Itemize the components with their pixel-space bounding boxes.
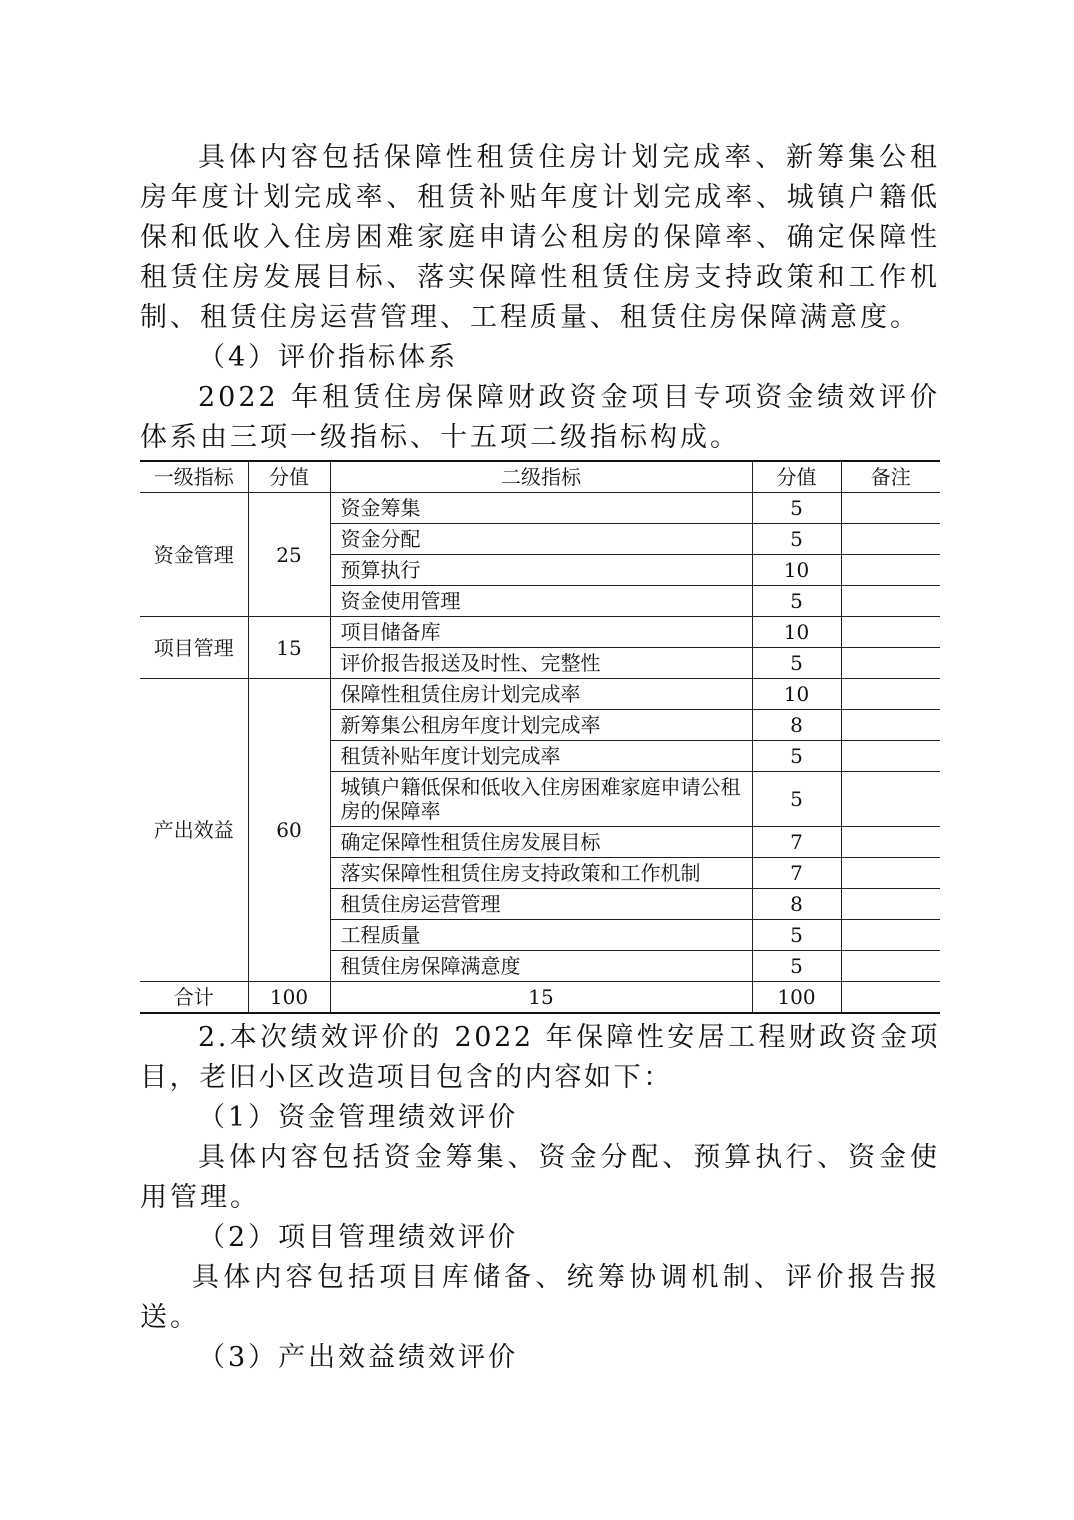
item-score: 10: [752, 555, 841, 586]
group-name: 项目管理: [140, 617, 248, 679]
item-score: 5: [752, 648, 841, 679]
header-score-2: 分值: [752, 461, 841, 493]
item-name: 租赁补贴年度计划完成率: [330, 741, 752, 772]
header-level1: 一级指标: [140, 461, 248, 493]
total-score-2: 100: [752, 982, 841, 1014]
item-score: 5: [752, 586, 841, 617]
item-score: 8: [752, 889, 841, 920]
section-2: [140, 1018, 940, 1378]
item-remark: [841, 920, 940, 951]
section2-heading-1: （1）资金管理绩效评价: [198, 1102, 519, 1133]
header-level2: 二级指标: [330, 461, 752, 493]
total-label: 合计: [140, 982, 248, 1014]
table-header-row: [140, 461, 940, 493]
total-remark: [841, 982, 940, 1014]
total-score: 100: [248, 982, 330, 1014]
group-score: 60: [248, 679, 330, 982]
item-name: 租赁住房保障满意度: [330, 951, 752, 982]
item-score: 7: [752, 827, 841, 858]
intro-paragraph-2: 2022 年租赁住房保障财政资金项目专项资金绩效评价体系由三项一级指标、十五项二级指标构成。: [140, 382, 940, 453]
item-remark: [841, 858, 940, 889]
item-remark: [841, 679, 940, 710]
item-score: 7: [752, 858, 841, 889]
group-score: 25: [248, 493, 330, 617]
item-score: 5: [752, 772, 841, 827]
item-remark: [841, 586, 940, 617]
section2-heading-3: （3）产出效益绩效评价: [198, 1342, 519, 1373]
item-remark: [841, 772, 940, 827]
item-remark: [841, 524, 940, 555]
item-name: 资金分配: [330, 524, 752, 555]
section2-heading-2: （2）项目管理绩效评价: [198, 1222, 519, 1253]
item-remark: [841, 741, 940, 772]
item-remark: [841, 493, 940, 524]
group-name: 产出效益: [140, 679, 248, 982]
item-remark: [841, 951, 940, 982]
item-score: 5: [752, 524, 841, 555]
item-score: 8: [752, 710, 841, 741]
item-remark: [841, 710, 940, 741]
header-score: 分值: [248, 461, 330, 493]
item-remark: [841, 648, 940, 679]
item-remark: [841, 889, 940, 920]
item-score: 5: [752, 493, 841, 524]
group-score: 15: [248, 617, 330, 679]
item-score: 10: [752, 617, 841, 648]
item-score: 5: [752, 920, 841, 951]
table-row: [140, 493, 940, 524]
item-name: 城镇户籍低保和低收入住房困难家庭申请公租房的保障率: [330, 772, 752, 827]
table-total-row: [140, 982, 940, 1014]
item-score: 5: [752, 741, 841, 772]
intro-paragraph: 具体内容包括保障性租赁住房计划完成率、新筹集公租房年度计划完成率、租赁补贴年度计划完成率、城镇户籍低保和低收入住房困难家庭申请公租房的保障率、确定保障性租赁住房发展目标、落实保障性租赁住房支持政策和工作机制、租赁住房运营管理、工程质量、租赁住房保障满意度。: [140, 142, 940, 333]
item-name: 评价报告报送及时性、完整性: [330, 648, 752, 679]
section2-paragraph-2: 具体内容包括项目库储备、统筹协调机制、评价报告报送。: [140, 1262, 940, 1333]
group-name: 资金管理: [140, 493, 248, 617]
item-name: 预算执行: [330, 555, 752, 586]
item-name: 保障性租赁住房计划完成率: [330, 679, 752, 710]
header-remark: 备注: [841, 461, 940, 493]
item-remark: [841, 617, 940, 648]
evaluation-index-table: [140, 460, 940, 1014]
item-remark: [841, 827, 940, 858]
item-name: 项目储备库: [330, 617, 752, 648]
total-count: 15: [330, 982, 752, 1014]
item-name: 新筹集公租房年度计划完成率: [330, 710, 752, 741]
item-name: 确定保障性租赁住房发展目标: [330, 827, 752, 858]
table-row: [140, 679, 940, 710]
item-name: 资金筹集: [330, 493, 752, 524]
section-heading-4: （4）评价指标体系: [198, 342, 459, 373]
table-row: [140, 617, 940, 648]
section2-paragraph-1: 具体内容包括资金筹集、资金分配、预算执行、资金使用管理。: [140, 1142, 940, 1213]
item-score: 5: [752, 951, 841, 982]
item-score: 10: [752, 679, 841, 710]
section2-paragraph: 2.本次绩效评价的 2022 年保障性安居工程财政资金项目，老旧小区改造项目包含的内容如下：: [140, 1022, 940, 1093]
item-remark: [841, 555, 940, 586]
item-name: 工程质量: [330, 920, 752, 951]
item-name: 落实保障性租赁住房支持政策和工作机制: [330, 858, 752, 889]
document-page: [140, 138, 940, 1378]
item-name: 资金使用管理: [330, 586, 752, 617]
item-name: 租赁住房运营管理: [330, 889, 752, 920]
